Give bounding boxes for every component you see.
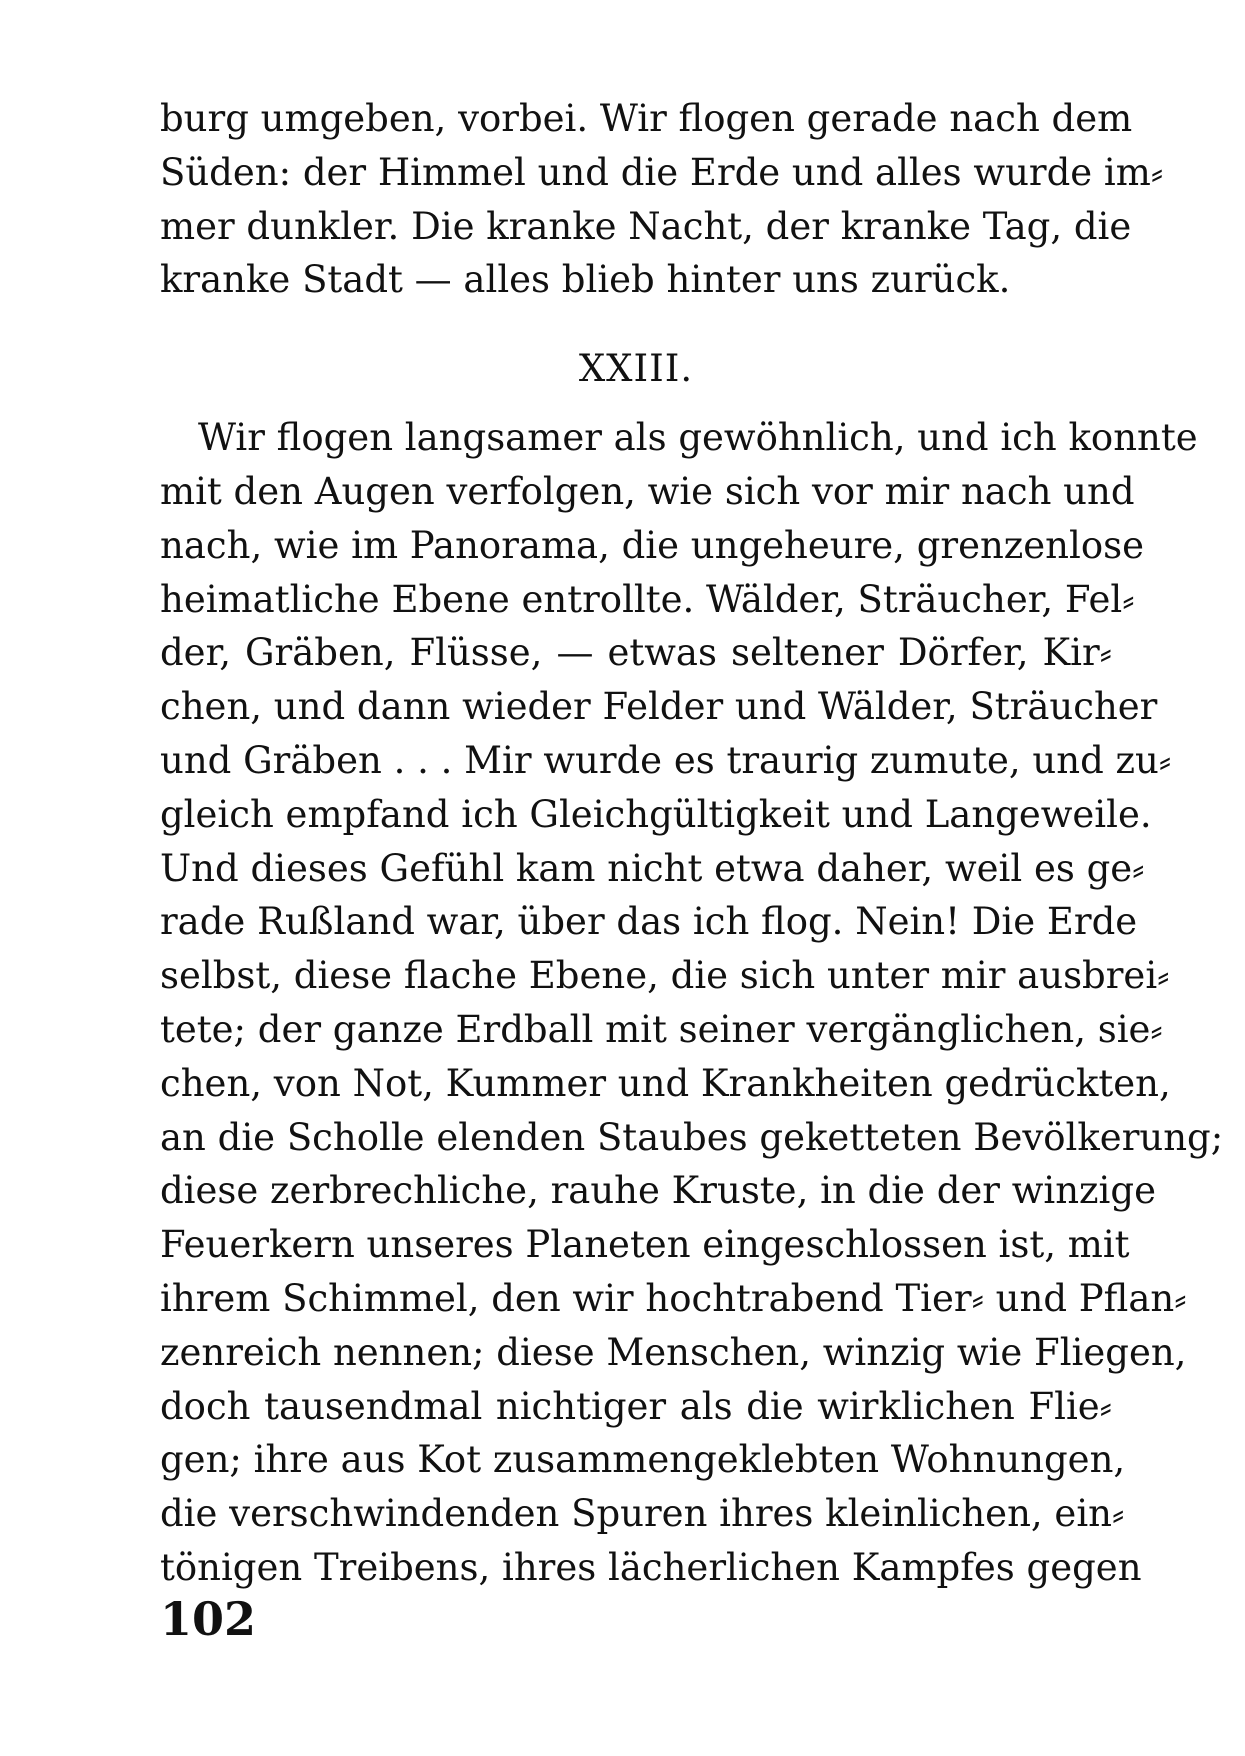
text-line: diese zerbrechliche, rauhe Kruste, in die der winzige (160, 1169, 1156, 1213)
text-line: zenreich nennen; diese Menschen, winzig wie Fliegen, (160, 1330, 1187, 1374)
text-line: Süden: der Himmel und die Erde und alles wurde im⸗ (160, 150, 1164, 194)
intro-paragraph (160, 92, 1164, 307)
text-line: doch tausendmal nichtiger als die wirklichen Flie⸗ (160, 1384, 1112, 1428)
text-line: chen, von Not, Kummer und Krankheiten gedrückten, (160, 1061, 1171, 1105)
text-line: an die Scholle elenden Staubes geketteten Bevölkerung; (160, 1115, 1224, 1159)
text-line: mer dunkler. Die kranke Nacht, der kranke Tag, die (160, 204, 1132, 248)
text-line: chen, und dann wieder Felder und Wälder, Sträucher (160, 685, 1158, 729)
text-line: mit den Augen verfolgen, wie sich vor mir nach und (160, 469, 1135, 513)
text-line: burg umgeben, vorbei. Wir flogen gerade nach dem (160, 97, 1133, 140)
text-line: selbst, diese flache Ebene, die sich unter mir ausbrei⸗ (160, 954, 1170, 998)
text-line: die verschwindenden Spuren ihres kleinlichen, ein⸗ (160, 1492, 1125, 1536)
page-text (160, 92, 1224, 1595)
text-line: gen; ihre aus Kot zusammengeklebten Wohnungen, (160, 1438, 1126, 1482)
text-line: und Gräben . . . Mir wurde es traurig zumute, und zu⸗ (160, 738, 1172, 782)
page-number: 102 (160, 1592, 257, 1646)
text-line: tete; der ganze Erdball mit seiner vergänglichen, sie⸗ (160, 1007, 1163, 1051)
text-line: tönigen Treibens, ihres lächerlichen Kampfes gegen (160, 1545, 1142, 1589)
text-line: ihrem Schimmel, den wir hochtrabend Tier⸗ und Pflan⸗ (160, 1276, 1187, 1320)
text-line: gleich empfand ich Gleichgültigkeit und Langeweile. (160, 792, 1152, 836)
text-line: Feuerkern unseres Planeten eingeschlossen ist, mit (160, 1223, 1130, 1267)
text-line: Wir flogen langsamer als gewöhnlich, und ich konnte (198, 416, 1198, 460)
text-line: der, Gräben, Flüsse, — etwas seltener Dörfer, Kir⸗ (160, 631, 1112, 675)
text-line: rade Rußland war, über das ich flog. Nein! Die Erde (160, 900, 1138, 944)
text-line: Und dieses Gefühl kam nicht etwa daher, weil es ge⸗ (160, 846, 1145, 890)
chapter-paragraph (160, 411, 1224, 1595)
text-line: kranke Stadt — alles blieb hinter uns zurück. (160, 258, 1011, 302)
chapter-heading: XXIII. (578, 347, 694, 391)
text-line: nach, wie im Panorama, die ungeheure, grenzenlose (160, 523, 1145, 567)
text-line: heimatliche Ebene entrollte. Wälder, Sträucher, Fel⸗ (160, 577, 1135, 621)
